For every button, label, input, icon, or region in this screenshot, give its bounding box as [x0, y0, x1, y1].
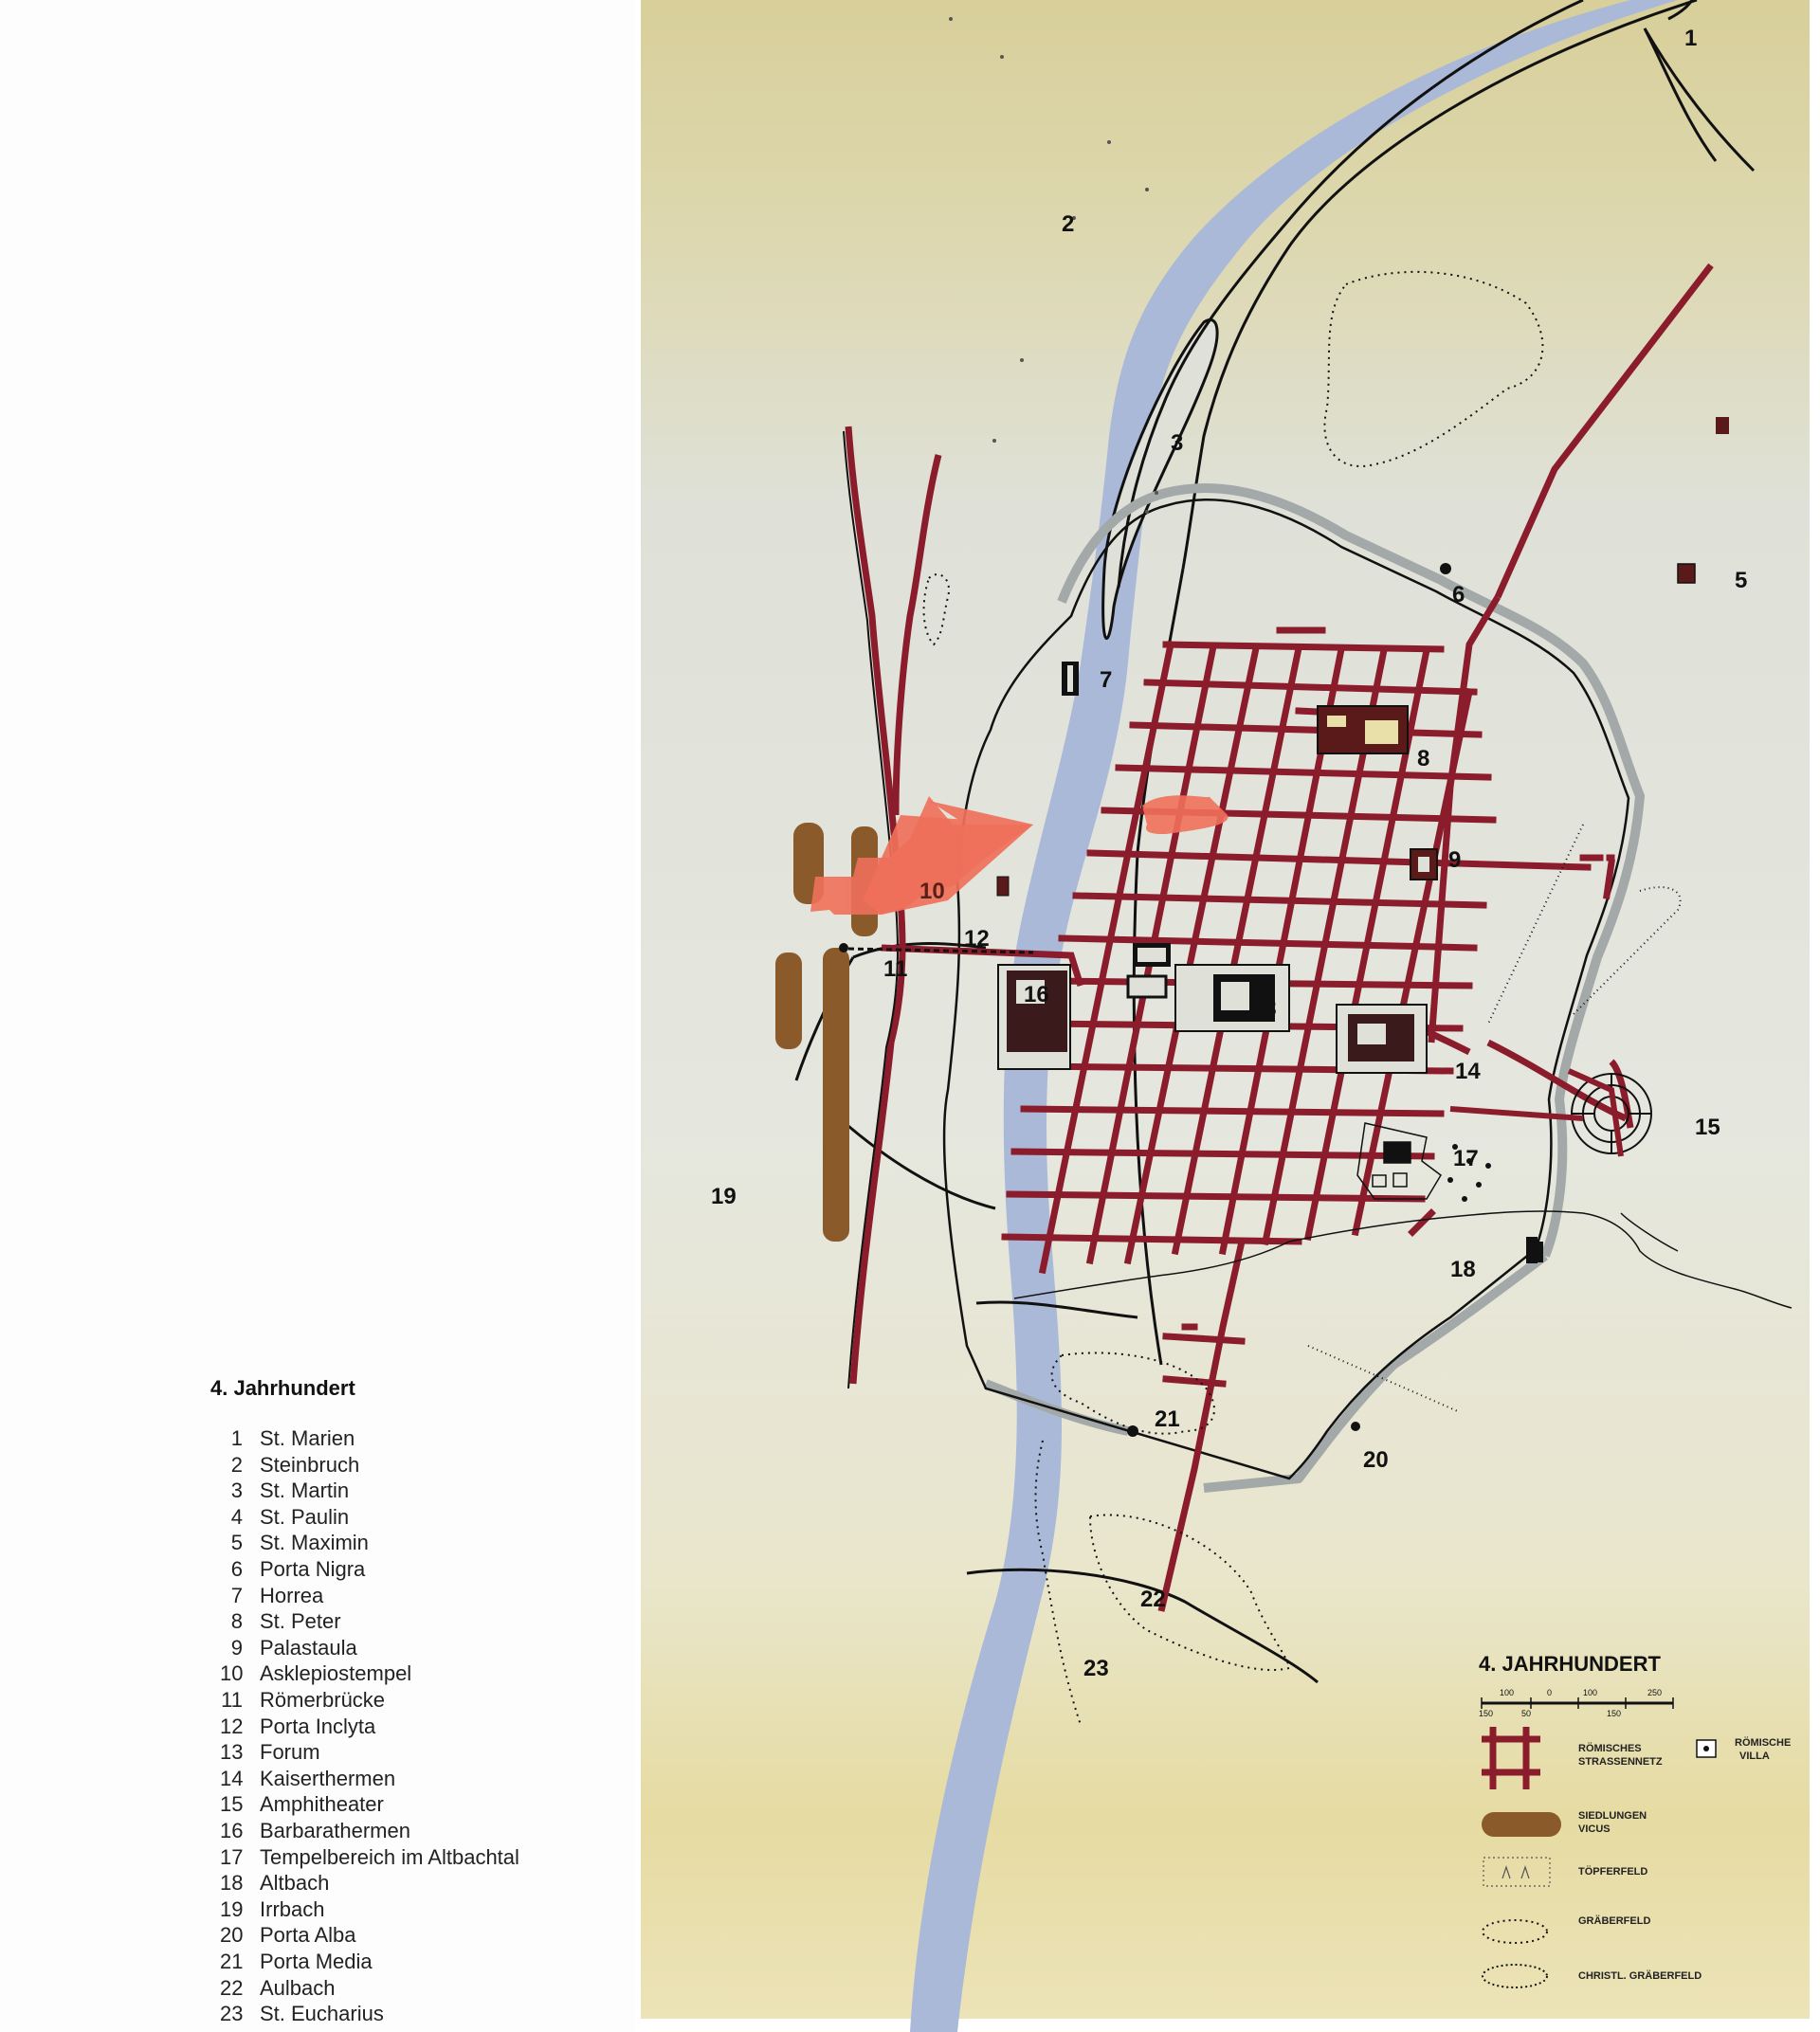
label-6: 6 [1452, 582, 1465, 608]
legend-item-number: 5 [230, 1531, 243, 1555]
legend-item-name: Irrbach [260, 1896, 325, 1921]
key-villa-label-2: VILLA [1739, 1751, 1770, 1762]
legend-item-name: St. Peter [260, 1609, 341, 1634]
label-16: 16 [1024, 982, 1049, 1007]
svg-text:250: 250 [1647, 1688, 1663, 1697]
legend-item-number: 21 [220, 1950, 244, 1973]
label-5: 5 [1735, 568, 1748, 593]
label-23: 23 [1083, 1656, 1109, 1681]
label-14: 14 [1455, 1059, 1481, 1084]
label-20: 20 [1363, 1447, 1389, 1473]
legend-item-name: Amphitheater [260, 1792, 384, 1817]
legend-item-name: St. Martin [260, 1479, 350, 1503]
legend-item-name: Tempelbereich im Altbachtal [260, 1844, 519, 1869]
legend-item-number: 22 [220, 1975, 244, 2000]
legend-item-name: St. Marien [260, 1426, 355, 1450]
legend-item-number: 4 [230, 1504, 243, 1529]
key-road-label-1: RÖMISCHES [1578, 1743, 1642, 1754]
legend-item-number: 16 [220, 1819, 244, 1842]
legend-item-number: 9 [230, 1635, 243, 1660]
legend-panel [0, 0, 635, 2032]
key-title: 4. JAHRHUNDERT [1479, 1652, 1661, 1676]
legend-item-number: 19 [220, 1896, 244, 1921]
legend-item-number: 18 [220, 1871, 244, 1896]
city-map [635, 0, 1820, 2032]
label-1: 1 [1684, 26, 1698, 51]
legend-item-number: 14 [220, 1766, 244, 1790]
legend-item-number: 17 [220, 1844, 244, 1869]
svg-text:150: 150 [1607, 1709, 1622, 1718]
key-villa-label-1: RÖMISCHE [1735, 1737, 1792, 1749]
key-christian-grave-label: CHRISTL. GRÄBERFELD [1578, 1970, 1702, 1982]
legend-item-name: Römerbrücke [260, 1688, 386, 1712]
legend-item-number: 8 [230, 1609, 243, 1634]
key-settlement-label-2: VICUS [1578, 1823, 1611, 1835]
svg-text:50: 50 [1521, 1709, 1532, 1718]
legend-item-name: Porta Alba [260, 1923, 356, 1948]
legend-item-name: Horrea [260, 1583, 324, 1607]
legend-item-number: 6 [230, 1557, 243, 1581]
legend-item-number: 7 [230, 1583, 243, 1607]
legend-item-number: 15 [220, 1792, 244, 1817]
legend-item-number: 10 [220, 1661, 244, 1686]
legend-item-name: St. Paulin [260, 1504, 350, 1529]
key-settlement-symbol [1482, 1812, 1561, 1837]
key-grave-label: GRÄBERFELD [1578, 1915, 1651, 1927]
label-22: 22 [1140, 1587, 1166, 1612]
legend-item-name: St. Eucharius [260, 2002, 384, 2026]
svg-text:100: 100 [1500, 1688, 1515, 1697]
legend-item-number: 23 [220, 2002, 244, 2026]
legend-item-name: Barbarathermen [260, 1819, 410, 1842]
legend-item-name: St. Maximin [260, 1531, 369, 1555]
legend-item-number: 20 [220, 1923, 244, 1948]
legend-item-number: 2 [230, 1452, 243, 1477]
legend-item-number: 1 [230, 1426, 243, 1450]
label-11: 11 [883, 956, 908, 982]
legend-item-name: Steinbruch [260, 1452, 360, 1477]
legend-item-name: Palastaula [260, 1635, 357, 1660]
key-road-label-2: STRASSENNETZ [1578, 1756, 1663, 1768]
legend-item-number: 11 [221, 1688, 243, 1712]
legend-item-name: Kaiserthermen [260, 1766, 396, 1790]
key-pottery-label: TÖPFERFELD [1578, 1866, 1648, 1878]
label-9: 9 [1448, 847, 1462, 873]
svg-text:150: 150 [1479, 1709, 1494, 1718]
label-17: 17 [1453, 1146, 1479, 1171]
legend-item-name: Porta Nigra [260, 1557, 366, 1581]
label-18: 18 [1450, 1257, 1476, 1282]
legend-item-name: Asklepiostempel [260, 1661, 412, 1686]
map-panel [635, 0, 1820, 2032]
label-8: 8 [1417, 746, 1430, 771]
key-settlement-label-1: SIEDLUNGEN [1578, 1810, 1647, 1822]
label-21: 21 [1155, 1406, 1180, 1432]
legend-item-number: 3 [230, 1479, 243, 1503]
label-13: 13 [1251, 996, 1277, 1022]
label-7: 7 [1100, 667, 1113, 693]
legend-item-name: Porta Media [260, 1950, 373, 1973]
label-15: 15 [1695, 1115, 1720, 1140]
legend-item-number: 13 [220, 1740, 244, 1765]
svg-text:0: 0 [1547, 1688, 1553, 1697]
label-3: 3 [1171, 430, 1184, 456]
svg-text:100: 100 [1583, 1688, 1598, 1697]
legend-heading: 4. Jahrhundert [210, 1376, 355, 1400]
legend-item-name: Porta Inclyta [260, 1714, 376, 1738]
legend-item-name: Forum [260, 1740, 320, 1765]
legend-item-number: 12 [220, 1714, 244, 1738]
label-12: 12 [964, 926, 990, 952]
label-10: 10 [919, 879, 945, 904]
legend-item-name: Altbach [260, 1871, 330, 1896]
label-2: 2 [1062, 211, 1075, 237]
legend-item-name: Aulbach [260, 1975, 336, 2000]
label-19: 19 [711, 1184, 737, 1209]
